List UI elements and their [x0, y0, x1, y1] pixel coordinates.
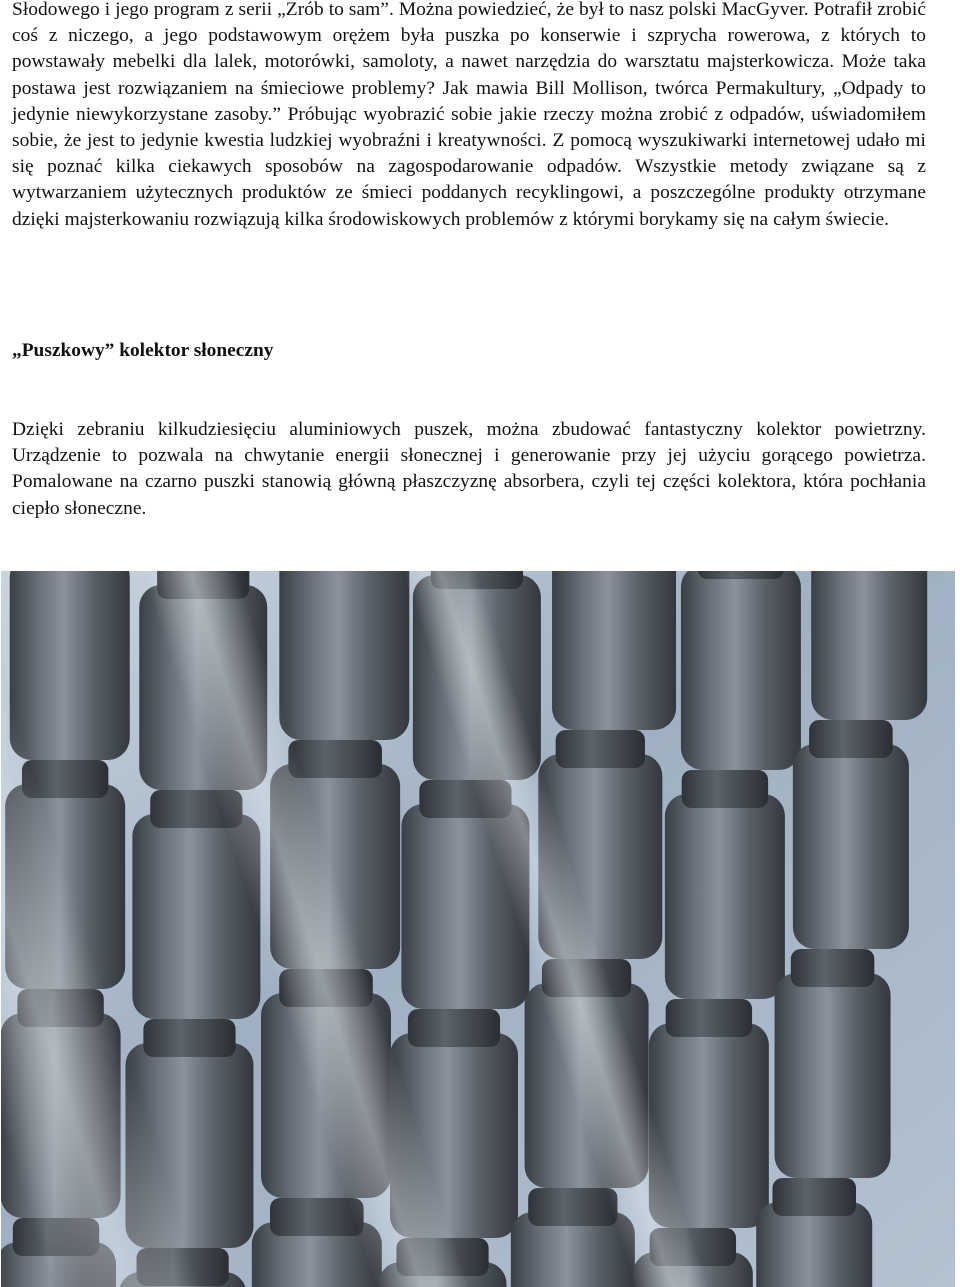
can-body [681, 571, 801, 770]
can-collector-image [1, 571, 955, 1287]
can-body [279, 571, 409, 740]
section-paragraph: Dzięki zebraniu kilkudziesięciu aluminiowych puszek, można zbudować fantastyczny kolektor powietrzny. Urządzenie to pozwala na chwytanie energii słonecznej i generowanie przy jej użyciu gorącego powietrza. Pomalowane na czarno puszki stanowią główną płaszczyznę absorbera, czyli tej części kolektora, która pochłania ciepło słoneczne. [12, 419, 926, 519]
can-neck [791, 949, 875, 987]
can [793, 720, 909, 949]
can [775, 949, 891, 1178]
can-neck [682, 770, 768, 808]
can [279, 571, 409, 740]
can-body [793, 744, 909, 949]
can-neck [698, 571, 784, 579]
can [756, 1178, 872, 1287]
can-neck [666, 999, 752, 1037]
can-body [811, 571, 927, 720]
can [552, 571, 676, 730]
can-neck [556, 730, 645, 768]
intro-paragraph: Słodowego i jego program z serii „Zrób to sam”. Można powiedzieć, że był to nasz polski MacGyver. Potrafił zrobić coś z niczego, a jego podstawowym orężem była puszka po konserwie i szprycha rowerowa, z których to powstawały mebelki dla lalek, motorówki, samoloty, a nawet narzędzia do warsztatu majsterkowicza. Może taka postawa jest rozwiązaniem na śmieciowe problemy? Jak mawia Bill Mollison, twórca Permakultury, „Odpady to jedynie niewykorzystane zasoby.” Próbując wyobrazić sobie jakie rzeczy można zrobić z odpadów, uświadomiłem sobie, że jest to jedynie kwestia ludzkiej wyobraźni i kreatywności. Z pomocą wyszukiwarki internetowej udało mi się poznać kilka ciekawych sposobów na zagospodarowanie odpadów. Wszystkie metody związane są z wytwarzaniem użytecznych produktów ze śmieci poddanych recyklingowi, a poszczególne produkty otrzymane dzięki majsterkowaniu rozwiązują kilka środowiskowych problemów z którymi borykamy się na całym świecie. [12, 0, 926, 230]
section-heading: „Puszkowy” kolektor słoneczny [12, 340, 274, 361]
can-body [775, 973, 891, 1178]
can [681, 571, 801, 770]
can-neck [408, 1009, 500, 1047]
can-neck [528, 1188, 617, 1226]
can [811, 571, 927, 720]
can [10, 571, 130, 760]
solar-collector-photo [1, 571, 955, 1287]
can-body [552, 571, 676, 730]
can-neck [772, 1178, 856, 1216]
can-neck [809, 720, 893, 758]
can-body [10, 571, 130, 760]
can [665, 770, 785, 999]
can-body [665, 794, 785, 999]
can-neck [143, 1019, 235, 1057]
